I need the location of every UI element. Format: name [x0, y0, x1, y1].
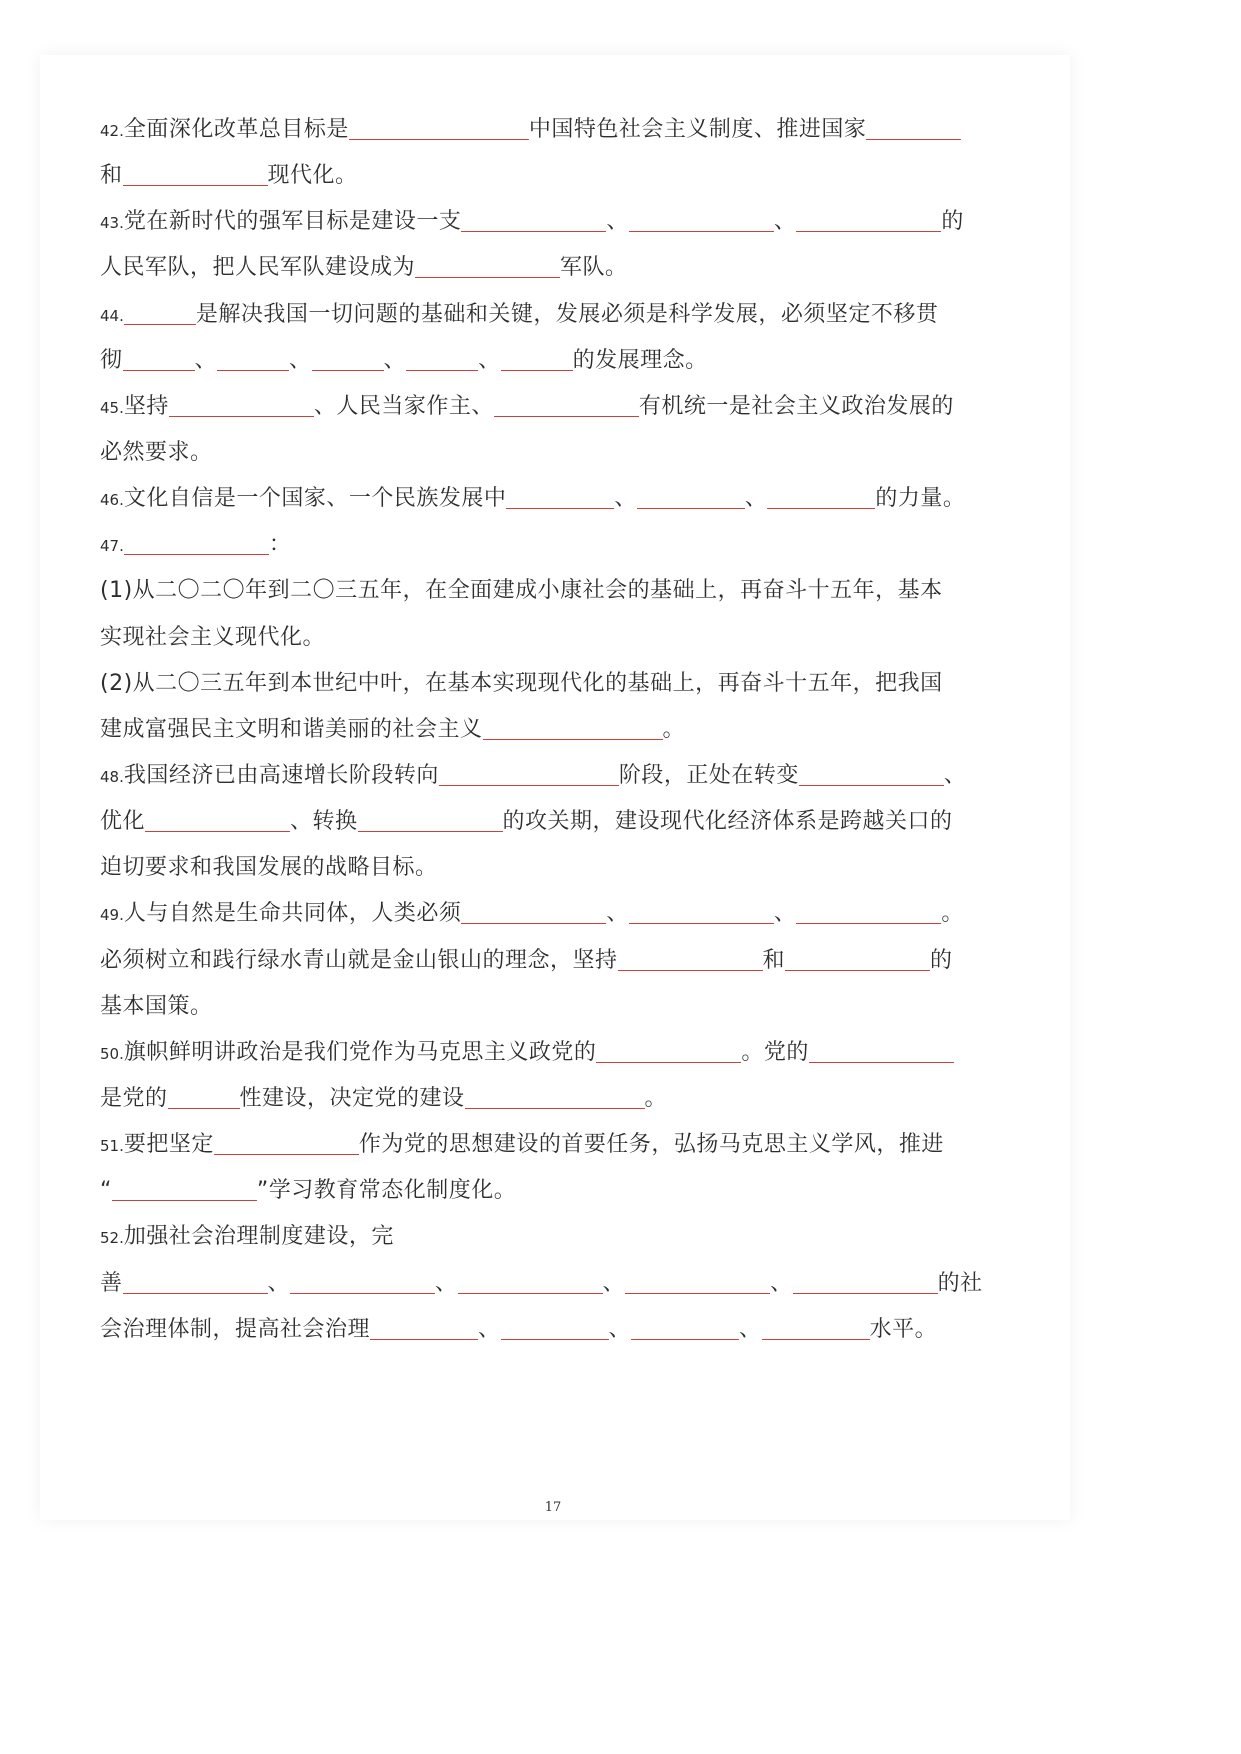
- fill-in-blank[interactable]: [762, 1315, 870, 1340]
- line-text: 、: [602, 1270, 626, 1296]
- line-text: 有机统一是社会主义政治发展的: [638, 393, 954, 419]
- fill-in-blank[interactable]: [123, 161, 268, 186]
- line-text: 加强社会治理制度建设，完: [123, 1224, 394, 1250]
- line-text: 、: [614, 486, 637, 512]
- line-text: 、: [608, 1316, 632, 1342]
- line-text: 是党的: [100, 1085, 168, 1111]
- text-line: [100, 107, 1020, 153]
- line-text: 人与自然是生命共同体，人类必须: [123, 901, 462, 927]
- line-text: 中国特色社会主义制度、推进国家: [528, 117, 867, 142]
- line-text: 是解决我国一切问题的基础和关键，发展必须是科学发展，必须坚定不移贯: [195, 301, 939, 327]
- fill-in-blank[interactable]: [767, 484, 875, 509]
- fill-in-blank[interactable]: [312, 346, 384, 371]
- text-line: [100, 430, 1020, 476]
- text-line: [100, 476, 1020, 522]
- text-line: [100, 938, 1020, 984]
- text-line: [100, 245, 1020, 291]
- fill-in-blank[interactable]: [625, 1269, 770, 1294]
- line-text: 的发展理念。: [572, 347, 708, 373]
- line-text: 、: [478, 1316, 501, 1342]
- line-text: 。党的: [741, 1039, 809, 1065]
- line-text: ”学习教育常态化制度化。: [256, 1178, 517, 1204]
- line-text: 文化自信是一个国家、一个民族发展中: [123, 486, 507, 512]
- line-text: 、人民当家作主、: [313, 393, 494, 419]
- line-text: 水平。: [869, 1316, 938, 1342]
- fill-in-blank[interactable]: [123, 1269, 268, 1294]
- line-text: 、转换: [290, 809, 358, 835]
- fill-in-blank[interactable]: [169, 392, 314, 417]
- line-text: 、: [267, 1270, 291, 1296]
- fill-in-blank[interactable]: [501, 1315, 609, 1340]
- fill-in-blank[interactable]: [506, 484, 614, 509]
- fill-in-blank[interactable]: [124, 300, 196, 325]
- line-text: 、: [773, 901, 797, 927]
- text-line: [100, 568, 1020, 614]
- fill-in-blank[interactable]: [799, 761, 944, 786]
- fill-in-blank[interactable]: [631, 1315, 739, 1340]
- question-number: 42.: [100, 122, 124, 140]
- line-text: 、: [943, 762, 967, 788]
- fill-in-blank[interactable]: [439, 761, 619, 786]
- line-text: 。: [644, 1085, 668, 1111]
- line-text: 现代化。: [267, 163, 358, 189]
- line-text: 彻: [100, 347, 123, 373]
- line-text: 的: [930, 947, 953, 973]
- text-line: [100, 845, 1020, 891]
- text-line: [100, 1122, 1020, 1168]
- text-line: [100, 522, 1020, 568]
- line-text: 人民军队，把人民军队建设成为: [100, 255, 416, 281]
- question-number: 47.: [100, 537, 124, 556]
- fill-in-blank[interactable]: [214, 1130, 359, 1155]
- text-line: [100, 1168, 1020, 1214]
- line-text: 的社: [937, 1270, 983, 1296]
- line-text: 、: [194, 347, 218, 373]
- text-line: [100, 153, 1020, 199]
- fill-in-blank[interactable]: [145, 807, 290, 832]
- question-number: 45.: [100, 398, 124, 417]
- line-text: 坚持: [123, 393, 169, 419]
- line-text: 优化: [100, 809, 146, 835]
- page-number: 17: [544, 1500, 562, 1515]
- fill-in-blank[interactable]: [461, 207, 606, 232]
- line-text: 、: [383, 347, 407, 373]
- fill-in-blank[interactable]: [123, 346, 195, 371]
- line-text: 、: [744, 486, 768, 512]
- line-text: 全面深化改革总目标是: [123, 117, 349, 142]
- text-line: [100, 753, 1020, 799]
- line-text: 的力量。: [875, 486, 966, 512]
- fill-in-blank[interactable]: [618, 946, 763, 971]
- fill-in-blank[interactable]: [809, 1038, 954, 1063]
- fill-in-blank[interactable]: [461, 899, 606, 924]
- line-text: 我国经济已由高速增长阶段转向: [123, 762, 439, 788]
- fill-in-blank[interactable]: [124, 530, 269, 555]
- line-text: “: [100, 1178, 112, 1204]
- text-line: [100, 661, 1020, 707]
- line-text: 善: [100, 1270, 123, 1296]
- line-text: 、: [606, 901, 629, 927]
- line-text: (1)从二〇二〇年到二〇三五年，在全面建成小康社会的基础上，再奋斗十五年，基本: [100, 578, 943, 604]
- line-text: 实现社会主义现代化。: [100, 624, 326, 650]
- line-text: 、: [739, 1316, 762, 1342]
- question-number: 46.: [100, 491, 124, 510]
- text-line: [100, 615, 1020, 661]
- text-line: [100, 799, 1020, 845]
- line-text: 、: [773, 209, 797, 235]
- fill-in-blank[interactable]: [785, 946, 930, 971]
- fill-in-blank[interactable]: [866, 115, 961, 140]
- fill-in-blank[interactable]: [415, 253, 560, 278]
- fill-in-blank[interactable]: [465, 1084, 645, 1109]
- line-text: 、: [289, 347, 312, 373]
- line-text: (2)从二〇三五年到本世纪中叶，在基本实现现代化的基础上，再奋斗十五年，把我国: [100, 670, 943, 696]
- text-line: [100, 984, 1020, 1030]
- line-text: 和: [100, 163, 123, 189]
- fill-in-blank[interactable]: [629, 899, 774, 924]
- line-text: 党在新时代的强军目标是建设一支: [123, 209, 462, 235]
- line-text: 、: [478, 347, 501, 373]
- fill-in-blank[interactable]: [290, 1269, 435, 1294]
- question-number: 44.: [100, 306, 124, 325]
- line-text: 迫切要求和我国发展的战略目标。: [100, 855, 438, 881]
- fill-in-blank[interactable]: [596, 1038, 741, 1063]
- line-text: 的: [941, 209, 964, 235]
- fill-in-blank[interactable]: [796, 899, 941, 924]
- fill-in-blank[interactable]: [796, 207, 941, 232]
- fill-in-blank[interactable]: [358, 807, 503, 832]
- line-text: 、: [435, 1270, 458, 1296]
- line-text: 会治理体制，提高社会治理: [100, 1316, 371, 1342]
- fill-in-blank[interactable]: [168, 1084, 240, 1109]
- line-text: 必须树立和践行绿水青山就是金山银山的理念，坚持: [100, 947, 618, 973]
- question-number: 52.: [100, 1229, 124, 1248]
- fill-in-blank[interactable]: [501, 346, 573, 371]
- line-text: 军队。: [560, 255, 628, 281]
- fill-in-blank[interactable]: [483, 715, 663, 740]
- line-text: 的攻关期，建设现代化经济体系是跨越关口的: [502, 809, 953, 835]
- line-text: 旗帜鲜明讲政治是我们党作为马克思主义政党的: [123, 1039, 597, 1065]
- text-line: [100, 1307, 1020, 1353]
- question-number: 50.: [100, 1044, 124, 1063]
- line-text: 、: [770, 1270, 793, 1296]
- question-number: 43.: [100, 214, 124, 233]
- fill-in-blank[interactable]: [112, 1176, 257, 1201]
- question-number: 49.: [100, 906, 124, 925]
- text-line: [100, 1030, 1020, 1076]
- line-text: 和: [762, 947, 786, 973]
- text-line: [100, 707, 1020, 753]
- line-text: 、: [606, 209, 629, 235]
- fill-in-blank[interactable]: [637, 484, 745, 509]
- question-number: 48.: [100, 767, 124, 786]
- text-line: [100, 1214, 1020, 1260]
- text-line: [100, 199, 1020, 245]
- text-line: [100, 891, 1020, 937]
- text-line: [100, 1076, 1020, 1122]
- text-line: [100, 338, 1020, 384]
- line-text: 要把坚定: [123, 1132, 214, 1158]
- line-text: 作为党的思想建设的首要任务，弘扬马克思主义学风，推进: [358, 1132, 944, 1158]
- line-text: 必然要求。: [100, 439, 213, 465]
- fill-in-blank[interactable]: [458, 1269, 603, 1294]
- text-line: [100, 1261, 1020, 1307]
- line-text: 基本国策。: [100, 993, 213, 1019]
- text-line: [100, 384, 1020, 430]
- fill-in-blank[interactable]: [629, 207, 774, 232]
- line-text: 阶段，正处在转变: [618, 762, 799, 788]
- fill-in-blank[interactable]: [406, 346, 478, 371]
- fill-in-blank[interactable]: [349, 115, 529, 140]
- fill-in-blank[interactable]: [217, 346, 289, 371]
- text-line: [100, 292, 1020, 338]
- line-text: 性建设，决定党的建设: [239, 1085, 465, 1111]
- question-number: 51.: [100, 1137, 124, 1156]
- fill-in-blank[interactable]: [370, 1315, 478, 1340]
- line-text: ：: [268, 532, 292, 558]
- question-list: [100, 107, 1020, 1353]
- fill-in-blank[interactable]: [793, 1269, 938, 1294]
- line-text: 。: [941, 901, 964, 927]
- line-text: 。: [662, 716, 686, 742]
- fill-in-blank[interactable]: [494, 392, 639, 417]
- line-text: 建成富强民主文明和谐美丽的社会主义: [100, 716, 483, 742]
